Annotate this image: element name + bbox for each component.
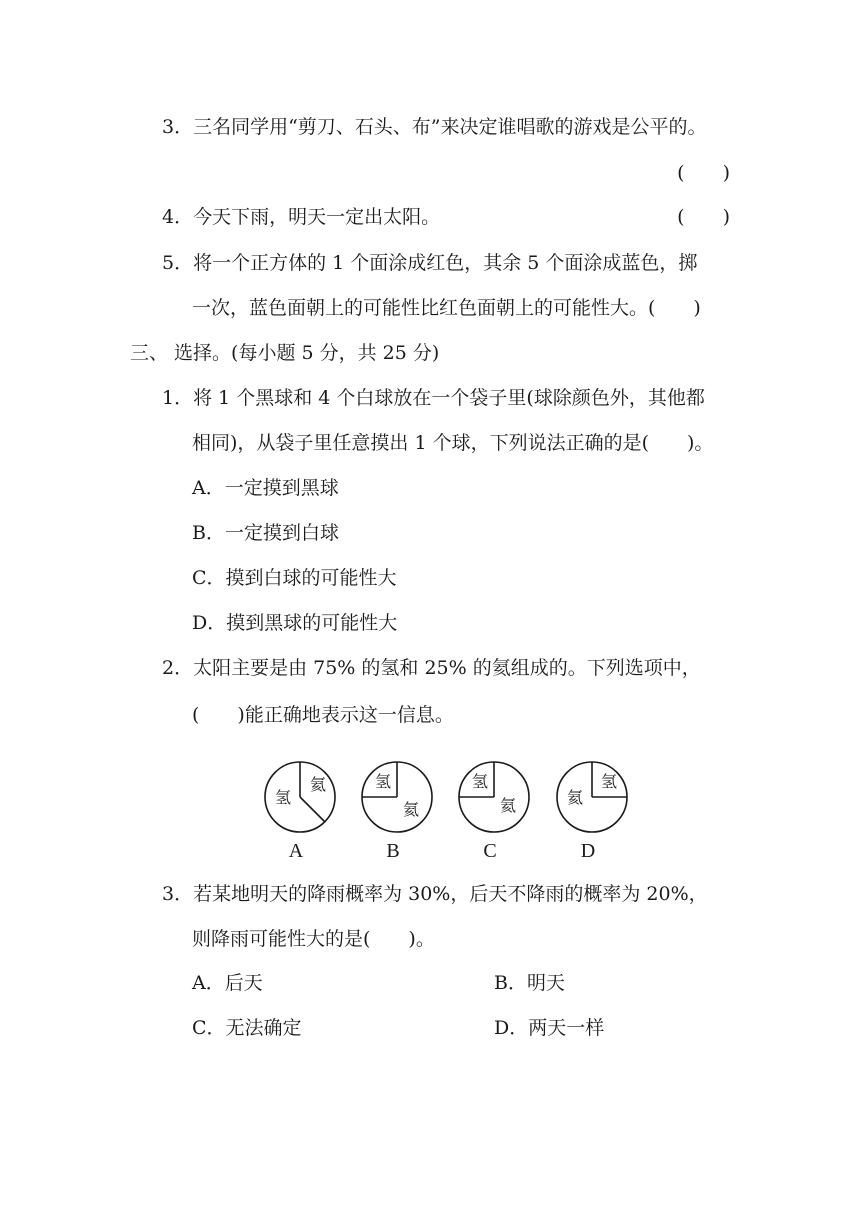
q3-option-b: B．明天: [494, 972, 565, 994]
q3-option-a: A．后天: [192, 972, 263, 994]
judge-q4-bracket: ( ): [677, 206, 730, 228]
pie-c: [459, 762, 529, 862]
q2-line2: ( )能正确地表示这一信息。: [192, 704, 454, 726]
pie-c-label: C: [483, 840, 497, 862]
judge-q4-text: 4．今天下雨，明天一定出太阳。: [162, 206, 441, 228]
judge-q3-bracket: ( ): [677, 162, 730, 184]
pie-b-big-text: 氦: [402, 800, 420, 819]
pie-b-small-text: 氢: [374, 772, 392, 791]
q1-line2: 相同)，从袋子里任意摸出 1 个球，下列说法正确的是( )。: [192, 432, 714, 454]
q3-line1: 3．若某地明天的降雨概率为 30%，后天不降雨的概率为 20%，: [162, 883, 708, 905]
q3-line2: 则降雨可能性大的是( )。: [192, 928, 435, 950]
pie-a-label: A: [288, 840, 304, 862]
q1-line1: 1．将 1 个黑球和 4 个白球放在一个袋子里(球除颜色外，其他都: [162, 387, 705, 409]
pie-a-big-text: 氢: [274, 788, 292, 807]
pie-c-big-text: 氦: [499, 796, 517, 815]
q1-option-c: C．摸到白球的可能性大: [192, 567, 397, 589]
judge-q5-line1: 5．将一个正方体的 1 个面涂成红色，其余 5 个面涂成蓝色，掷: [162, 252, 698, 274]
pie-d-big-text: 氦: [566, 788, 584, 807]
pie-d-label: D: [580, 840, 596, 862]
judge-q3-line1: 3．三名同学用“剪刀、石头、布”来决定谁唱歌的游戏是公平的。: [162, 116, 707, 138]
judge-q5-line2: 一次，蓝色面朝上的可能性比红色面朝上的可能性大。( ): [192, 297, 701, 319]
q1-option-a: A．一定摸到黑球: [192, 477, 339, 499]
q1-option-d: D．摸到黑球的可能性大: [192, 612, 398, 634]
q1-option-b: B．一定摸到白球: [192, 522, 339, 544]
q2-line1: 2．太阳主要是由 75% 的氢和 25% 的氦组成的。下列选项中，: [162, 657, 701, 679]
q3-option-c: C．无法确定: [192, 1017, 302, 1039]
q3-option-d: D．两天一样: [494, 1017, 605, 1039]
pie-b-label: B: [386, 840, 400, 862]
pie-c-small-text: 氢: [471, 772, 489, 791]
section-heading: 三、 选择。(每小题 5 分，共 25 分): [130, 342, 440, 364]
pie-d: [557, 762, 627, 862]
pie-a-small-text: 氦: [309, 775, 327, 794]
pie-d-small-text: 氢: [600, 772, 618, 791]
pie-a: [265, 762, 335, 862]
pie-options-figure: [263, 755, 643, 865]
pie-b: [362, 762, 432, 862]
